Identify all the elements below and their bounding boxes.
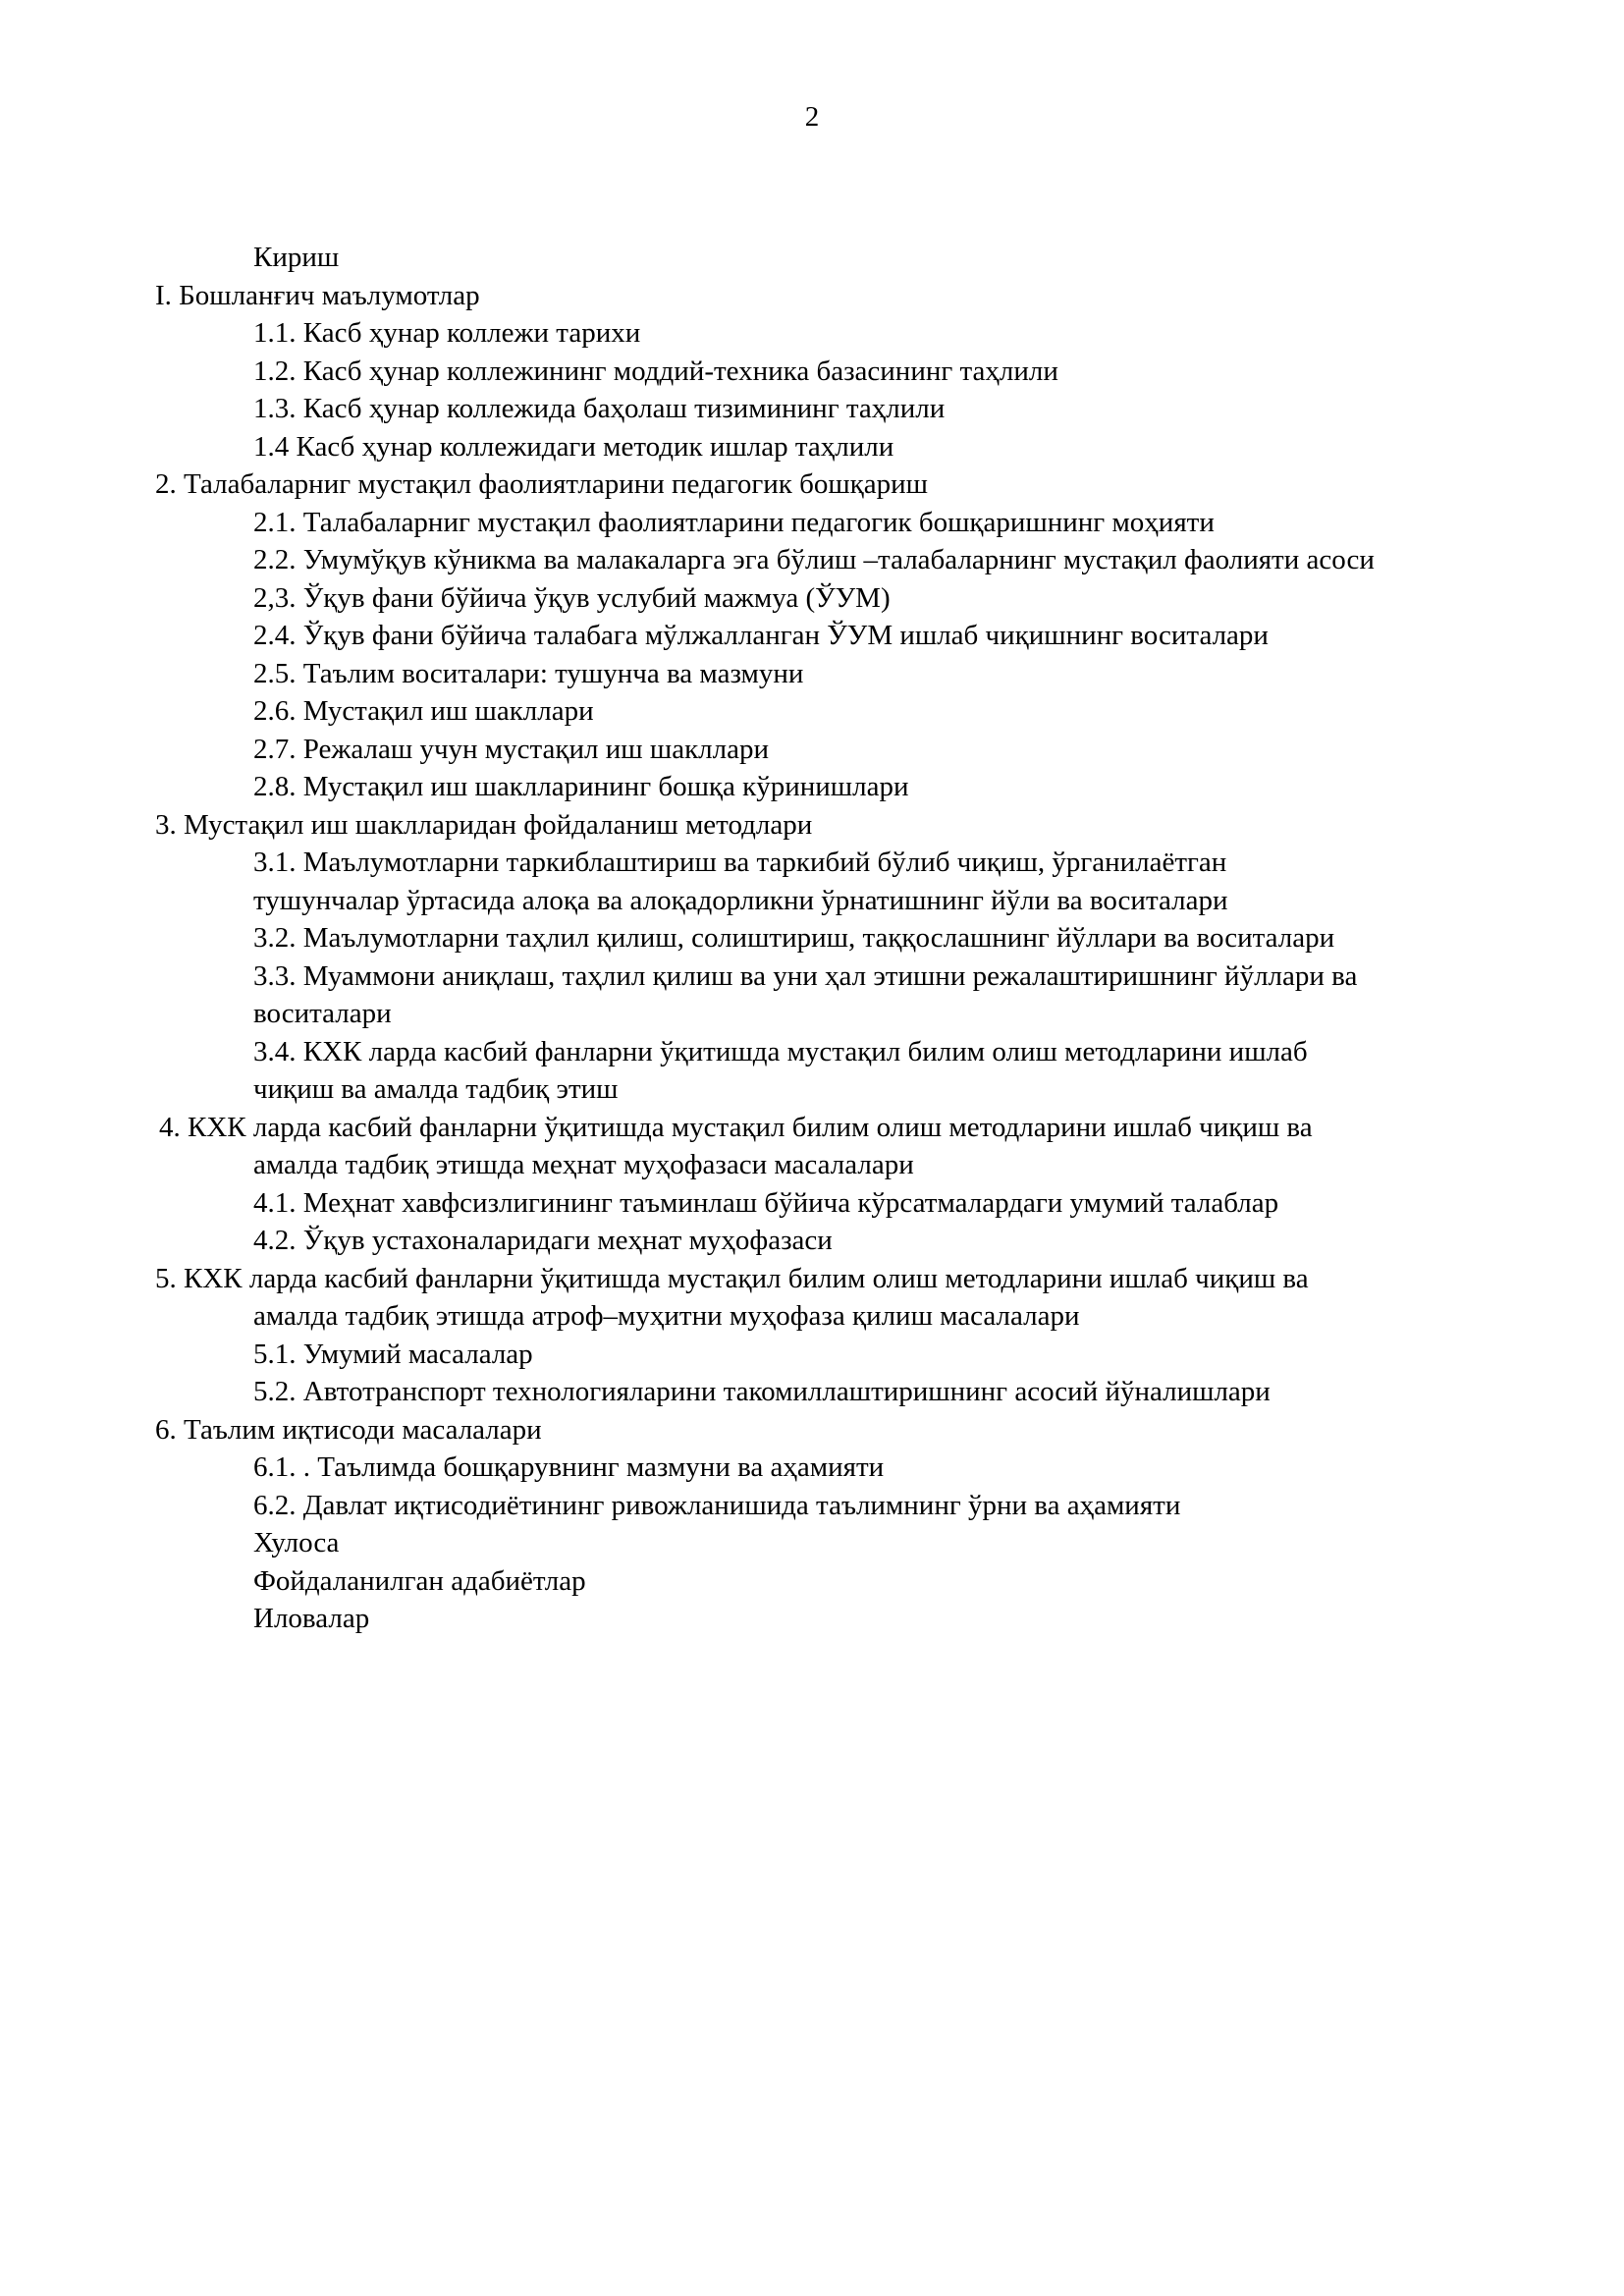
toc-entry-line: 2.2. Умумўқув кўникма ва малакаларга эга бўлиш –талабаларнинг мустақил фаолияти асоси	[253, 544, 1375, 575]
toc-entry-line: амалда тадбиқ этишда меҳнат муҳофазаси масалалари	[253, 1149, 914, 1180]
toc-chapter-line: 5. КХК ларда касбий фанларни ўқитишда мустақил билим олиш методларини ишлаб чиқиш ва	[155, 1262, 1309, 1294]
toc-entry-line: 2.1. Талабаларниг мустақил фаолиятларини педагогик бошқаришнинг моҳияти	[253, 506, 1215, 538]
toc-entry-line: 3.4. КХК ларда касбий фанларни ўқитишда мустақил билим олиш методларини ишлаб	[253, 1035, 1308, 1067]
toc-entry-line: 2.7. Режалаш учун мустақил иш шакллари	[253, 733, 769, 765]
toc-chapter-line: 2. Талабаларниг мустақил фаолиятларини педагогик бошқариш	[155, 468, 928, 500]
toc-entry-line: 2.5. Таълим воситалари: тушунча ва мазмуни	[253, 657, 804, 689]
toc-entry-line: 2,3. Ўқув фани бўйича ўқув услубий мажмуа (ЎУМ)	[253, 581, 891, 614]
toc-entry-line: 2.4. Ўқув фани бўйича талабага мўлжалланган ЎУМ ишлаб чиқишнинг воситалари	[253, 620, 1269, 651]
toc-entry-line: Иловалар	[253, 1603, 370, 1634]
toc-entry-line: 3.2. Маълумотларни таҳлил қилиш, солиштириш, таққослашнинг йўллари ва воситалари	[253, 922, 1335, 954]
toc-chapter-line: 4. КХК ларда касбий фанларни ўқитишда мустақил билим олиш методларини ишлаб чиқиш ва	[159, 1111, 1313, 1143]
toc-entry-line: 3.3. Муаммони аниқлаш, таҳлил қилиш ва уни ҳал этишни режалаштиришнинг йўллари ва	[253, 959, 1358, 992]
toc-chapter-line: 3. Мустақил иш шаклларидан фойдаланиш методлари	[155, 808, 813, 841]
toc-chapter-line: I. Бошланғич маълумотлар	[155, 279, 480, 311]
toc-entry-line: Хулоса	[253, 1527, 340, 1558]
toc-entry-line: 1.3. Касб ҳунар коллежида баҳолаш тизимининг таҳлили	[253, 393, 946, 424]
toc-entry-line: 5.2. Автотранспорт технологияларини такомиллаштиришнинг асосий йўналишлари	[253, 1376, 1271, 1407]
toc-entry-line: тушунчалар ўртасида алоқа ва алоқадорликни ўрнатишнинг йўли ва воситалари	[253, 884, 1228, 916]
toc-entry-line: 5.1. Умумий масалалар	[253, 1338, 533, 1370]
toc-chapter-line: 6. Таълим иқтисоди масалалари	[155, 1413, 542, 1446]
toc-entry-line: амалда тадбиқ этишда атроф–муҳитни муҳофаза қилиш масалалари	[253, 1300, 1080, 1332]
toc-entry-line: Фойдаланилган адабиётлар	[253, 1564, 586, 1597]
toc-entry-line: 1.4 Касб ҳунар коллежидаги методик ишлар таҳлили	[253, 430, 894, 463]
toc-entry-line: чиқиш ва амалда тадбиқ этиш	[253, 1073, 619, 1105]
toc-entry-line: 3.1. Маълумотларни таркиблаштириш ва таркибий бўлиб чиқиш, ўрганилаётган	[253, 847, 1227, 878]
toc-entry-line: 4.2. Ўқув устахоналаридаги меҳнат муҳофазаси	[253, 1225, 833, 1256]
page-number: 2	[804, 101, 820, 133]
toc-entry-line: 6.1. . Таълимда бошқарувнинг мазмуни ва аҳамияти	[253, 1451, 885, 1483]
toc-entry-line: 4.1. Меҳнат хавфсизлигининг таъминлаш бўйича кўрсатмалардаги умумий талаблар	[253, 1186, 1279, 1219]
toc-entry-line: 6.2. Давлат иқтисодиётининг ривожланишида таълимнинг ўрни ва аҳамияти	[253, 1489, 1181, 1521]
toc-entry-line: 2.8. Мустақил иш шаклларининг бошқа кўринишлари	[253, 771, 909, 802]
toc-entry-line: 1.2. Касб ҳунар коллежининг моддий-техника базасининг таҳлили	[253, 355, 1058, 387]
table-of-contents	[155, 239, 1549, 1638]
toc-entry-line: воситалари	[253, 998, 392, 1029]
toc-entry-line: Кириш	[253, 242, 340, 273]
toc-entry-line: 1.1. Касб ҳунар коллежи тарихи	[253, 317, 641, 349]
toc-entry-line: 2.6. Мустақил иш шакллари	[253, 695, 594, 727]
